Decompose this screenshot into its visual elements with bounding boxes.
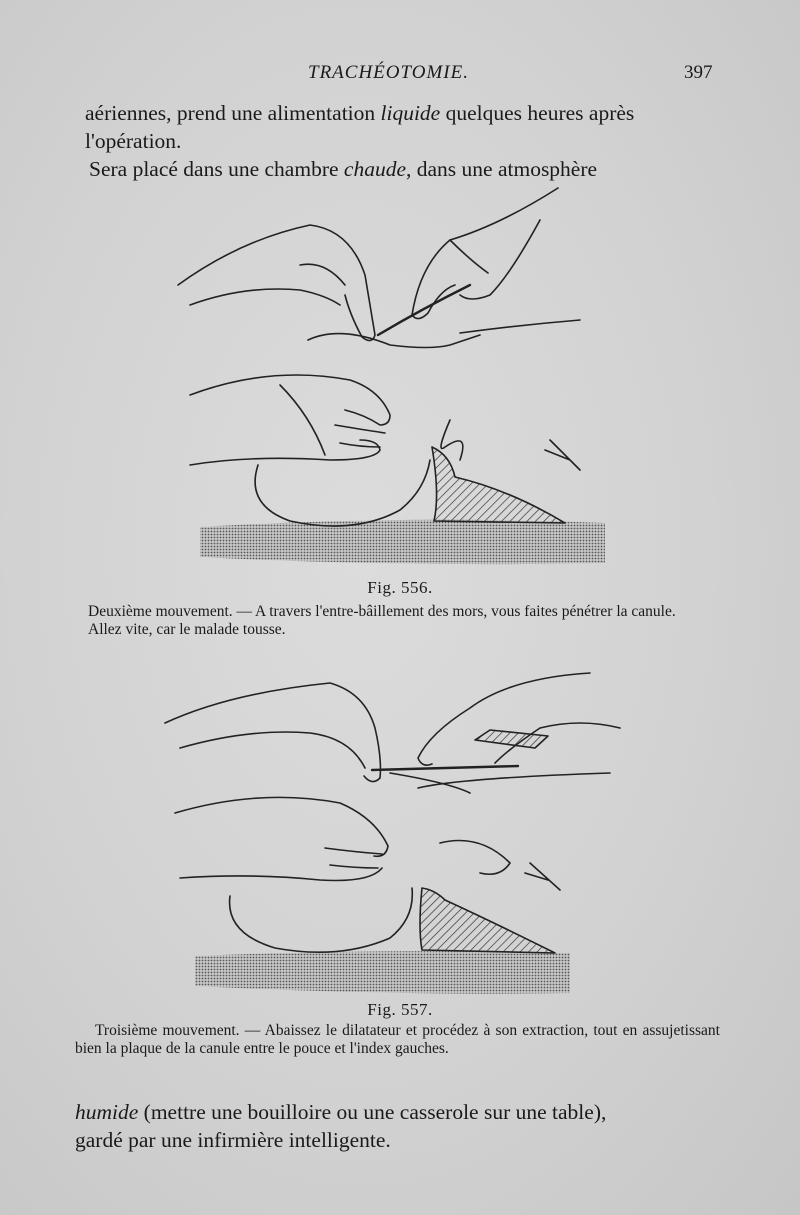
caption-line: Deuxième mouvement. — A travers l'entre-bâillement des mors, vous faites pénétrer la canule. xyxy=(88,603,676,620)
figure-556-caption xyxy=(68,603,718,639)
text-line: gardé par une infirmière intelligente. xyxy=(75,1128,391,1152)
page-header xyxy=(0,62,800,90)
figure-556-label: Fig. 556. xyxy=(367,578,433,597)
caption-line: Troisième mouvement. — Abaissez le dilatateur et procédez à son extraction, tout en assujetissant bien la plaque de la canule entre le pouce et l'index gauches. xyxy=(75,1022,720,1057)
figure-557-illustration xyxy=(150,668,630,998)
figure-557-label: Fig. 557. xyxy=(367,1000,433,1019)
figure-556-illustration xyxy=(150,185,630,570)
text-line: l'opération. xyxy=(85,129,182,153)
body-text-top xyxy=(85,99,715,183)
body-text-bottom xyxy=(75,1098,725,1154)
text-line: humide (mettre une bouilloire ou une casserole sur une table), xyxy=(75,1100,607,1124)
figure-557-caption xyxy=(75,1022,720,1058)
text-line: Sera placé dans une chambre chaude, dans une atmosphère xyxy=(89,157,598,181)
running-title: TRACHÉOTOMIE. xyxy=(308,62,469,83)
text-line: aériennes, prend une alimentation liquide quelques heures après xyxy=(85,101,635,125)
page-number: 397 xyxy=(684,62,713,83)
caption-line: Allez vite, car le malade tousse. xyxy=(88,621,286,638)
